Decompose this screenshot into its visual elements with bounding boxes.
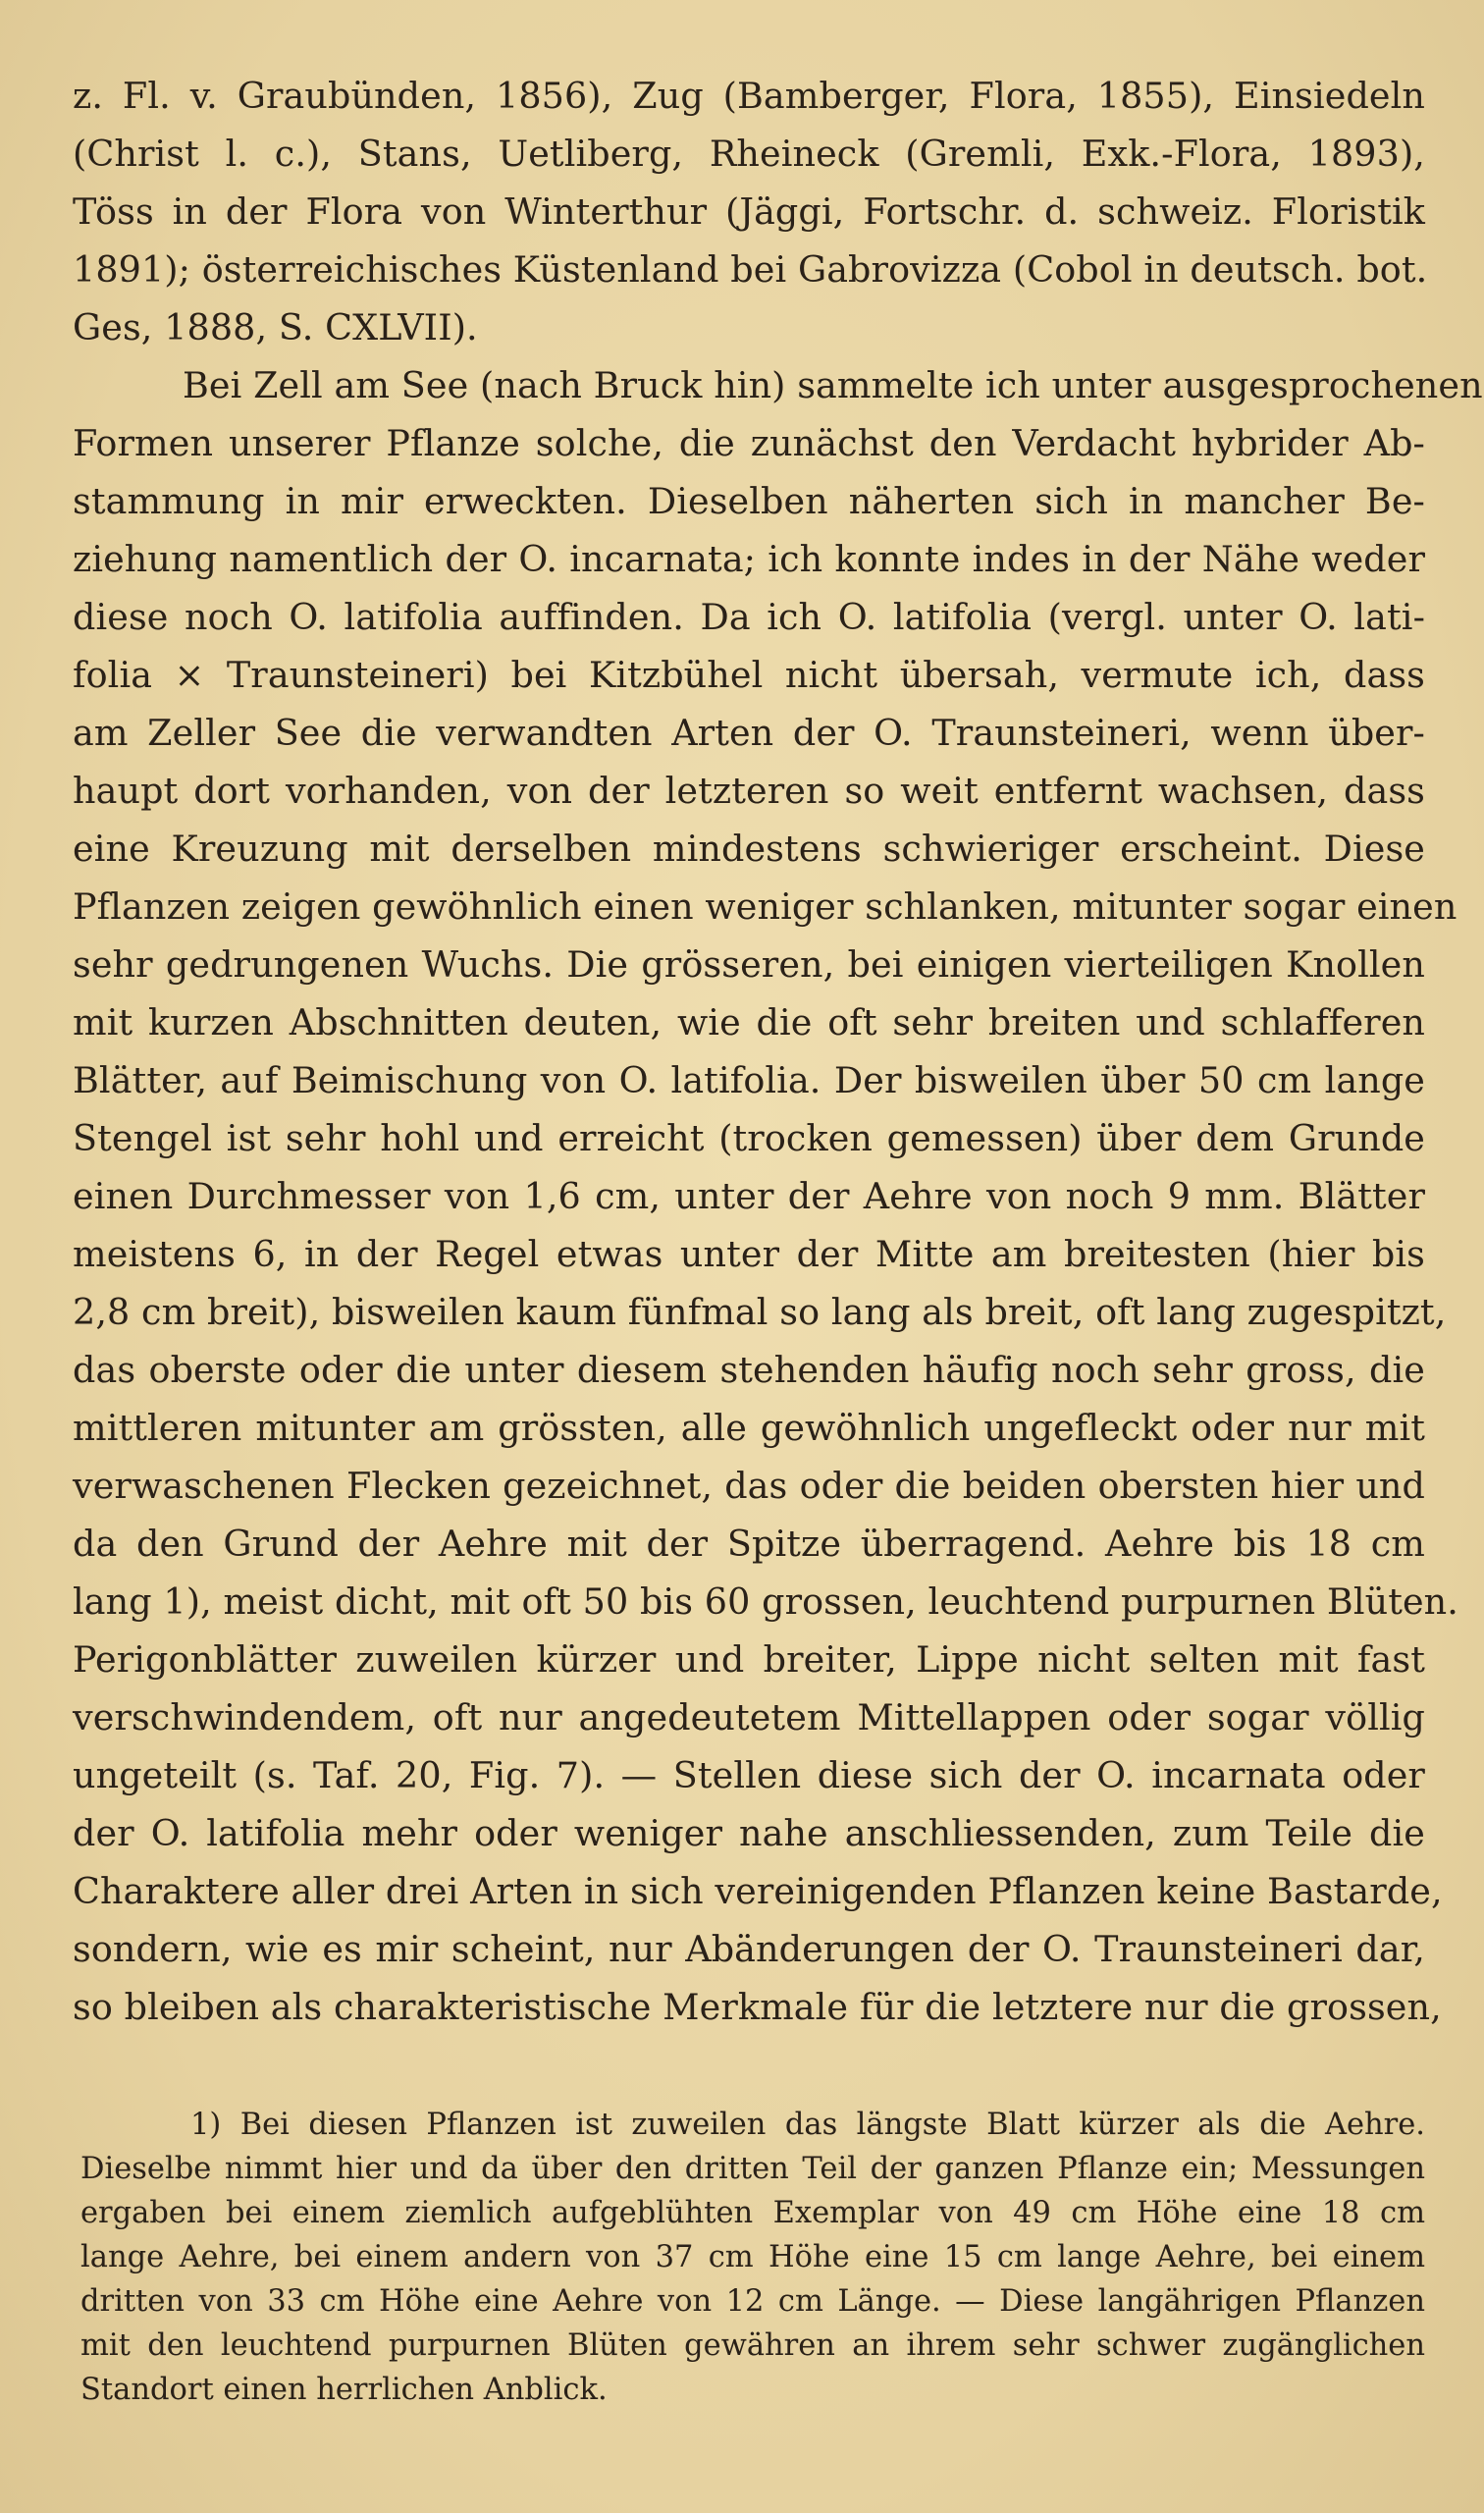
text-line: Perigonblätter zuweilen kürzer und breiter, Lippe nicht selten mit fast: [73, 1638, 1425, 1681]
footnote-line: dritten von 33 cm Höhe eine Aehre von 12 cm Länge. — Diese langährigen Pflanzen: [80, 2284, 1425, 2319]
text-line: haupt dort vorhanden, von der letzteren so weit entfernt wachsen, dass: [73, 770, 1425, 812]
text-line: mit kurzen Abschnitten deuten, wie die oft sehr breiten und schlafferen: [73, 1001, 1425, 1043]
text-line: verschwindendem, oft nur angedeutetem Mittellappen oder sogar völlig: [73, 1696, 1425, 1738]
text-line: 1891); österreichisches Küstenland bei Gabrovizza (Cobol in deutsch. bot.: [73, 248, 1428, 291]
footnote-line: 1) Bei diesen Pflanzen ist zuweilen das längste Blatt kürzer als die Aehre.: [190, 2108, 1425, 2142]
text-line: mittleren mitunter am grössten, alle gewöhnlich ungefleckt oder nur mit: [73, 1407, 1425, 1449]
text-line: da den Grund der Aehre mit der Spitze überragend. Aehre bis 18 cm: [73, 1523, 1425, 1565]
text-line: verwaschenen Flecken gezeichnet, das oder die beiden obersten hier und: [73, 1465, 1425, 1507]
text-line: folia × Traunsteineri) bei Kitzbühel nicht übersah, vermute ich, dass: [73, 654, 1425, 696]
text-line: Ges, 1888, S. CXLVII).: [73, 306, 478, 348]
text-line-with-footnote-ref: lang 1), meist dicht, mit oft 50 bis 60 grossen, leuchtend purpurnen Blüten.: [73, 1580, 1458, 1623]
main-text-block: [73, 67, 1483, 2036]
text-line: der O. latifolia mehr oder weniger nahe anschliessenden, zum Teile die: [73, 1812, 1425, 1854]
text-line: sondern, wie es mir scheint, nur Abänderungen der O. Traunsteineri dar,: [73, 1928, 1425, 1970]
text-line: Formen unserer Pflanze solche, die zunächst den Verdacht hybrider Ab-: [73, 422, 1425, 464]
text-line: Blätter, auf Beimischung von O. latifolia. Der bisweilen über 50 cm lange: [73, 1059, 1425, 1101]
text-line: diese noch O. latifolia auffinden. Da ich O. latifolia (vergl. unter O. lati-: [73, 596, 1425, 638]
text-line: das oberste oder die unter diesem stehenden häufig noch sehr gross, die: [73, 1349, 1425, 1391]
footnote-line: Dieselbe nimmt hier und da über den dritten Teil der ganzen Pflanze ein; Messungen: [80, 2152, 1425, 2186]
text-line: sehr gedrungenen Wuchs. Die grösseren, bei einigen vierteiligen Knollen: [73, 943, 1425, 986]
text-line: (Christ l. c.), Stans, Uetliberg, Rheineck (Gremli, Exk.-Flora, 1893),: [73, 133, 1425, 175]
footnote-line: ergaben bei einem ziemlich aufgeblühten Exemplar von 49 cm Höhe eine 18 cm: [80, 2196, 1425, 2230]
text-line: eine Kreuzung mit derselben mindestens schwieriger erscheint. Diese: [73, 828, 1425, 870]
text-line: so bleiben als charakteristische Merkmale für die letztere nur die grossen,: [73, 1986, 1442, 2028]
text-line: Charaktere aller drei Arten in sich vereinigenden Pflanzen keine Bastarde,: [73, 1870, 1443, 1912]
footnote-line: lange Aehre, bei einem andern von 37 cm Höhe eine 15 cm lange Aehre, bei einem: [80, 2240, 1425, 2274]
text-line: Töss in der Flora von Winterthur (Jäggi, Fortschr. d. schweiz. Floristik: [73, 190, 1425, 233]
footnote-line: Standort einen herrlichen Anblick.: [80, 2373, 608, 2407]
text-line: 2,8 cm breit), bisweilen kaum fünfmal so lang als breit, oft lang zugespitzt,: [73, 1291, 1447, 1333]
footnote-divider: [73, 2065, 289, 2066]
footnote-block: [80, 2103, 1425, 2412]
paragraph-start-line: Bei Zell am See (nach Bruck hin) sammelte ich unter ausgesprochenen: [183, 364, 1483, 406]
text-line: z. Fl. v. Graubünden, 1856), Zug (Bamberger, Flora, 1855), Einsiedeln: [73, 75, 1425, 117]
text-line: meistens 6, in der Regel etwas unter der Mitte am breitesten (hier bis: [73, 1233, 1425, 1275]
text-line: Stengel ist sehr hohl und erreicht (trocken gemessen) über dem Grunde: [73, 1117, 1425, 1159]
text-line: ziehung namentlich der O. incarnata; ich konnte indes in der Nähe weder: [73, 538, 1425, 580]
text-line: Pflanzen zeigen gewöhnlich einen weniger schlanken, mitunter sogar einen: [73, 885, 1458, 928]
text-line: stammung in mir erweckten. Dieselben näherten sich in mancher Be-: [73, 480, 1425, 522]
text-line: einen Durchmesser von 1,6 cm, unter der Aehre von noch 9 mm. Blätter: [73, 1175, 1425, 1217]
text-line: ungeteilt (s. Taf. 20, Fig. 7). — Stellen diese sich der O. incarnata oder: [73, 1754, 1425, 1796]
text-line: am Zeller See die verwandten Arten der O. Traunsteineri, wenn über-: [73, 712, 1425, 754]
footnote-line: mit den leuchtend purpurnen Blüten gewähren an ihrem sehr schwer zugänglichen: [80, 2328, 1425, 2363]
